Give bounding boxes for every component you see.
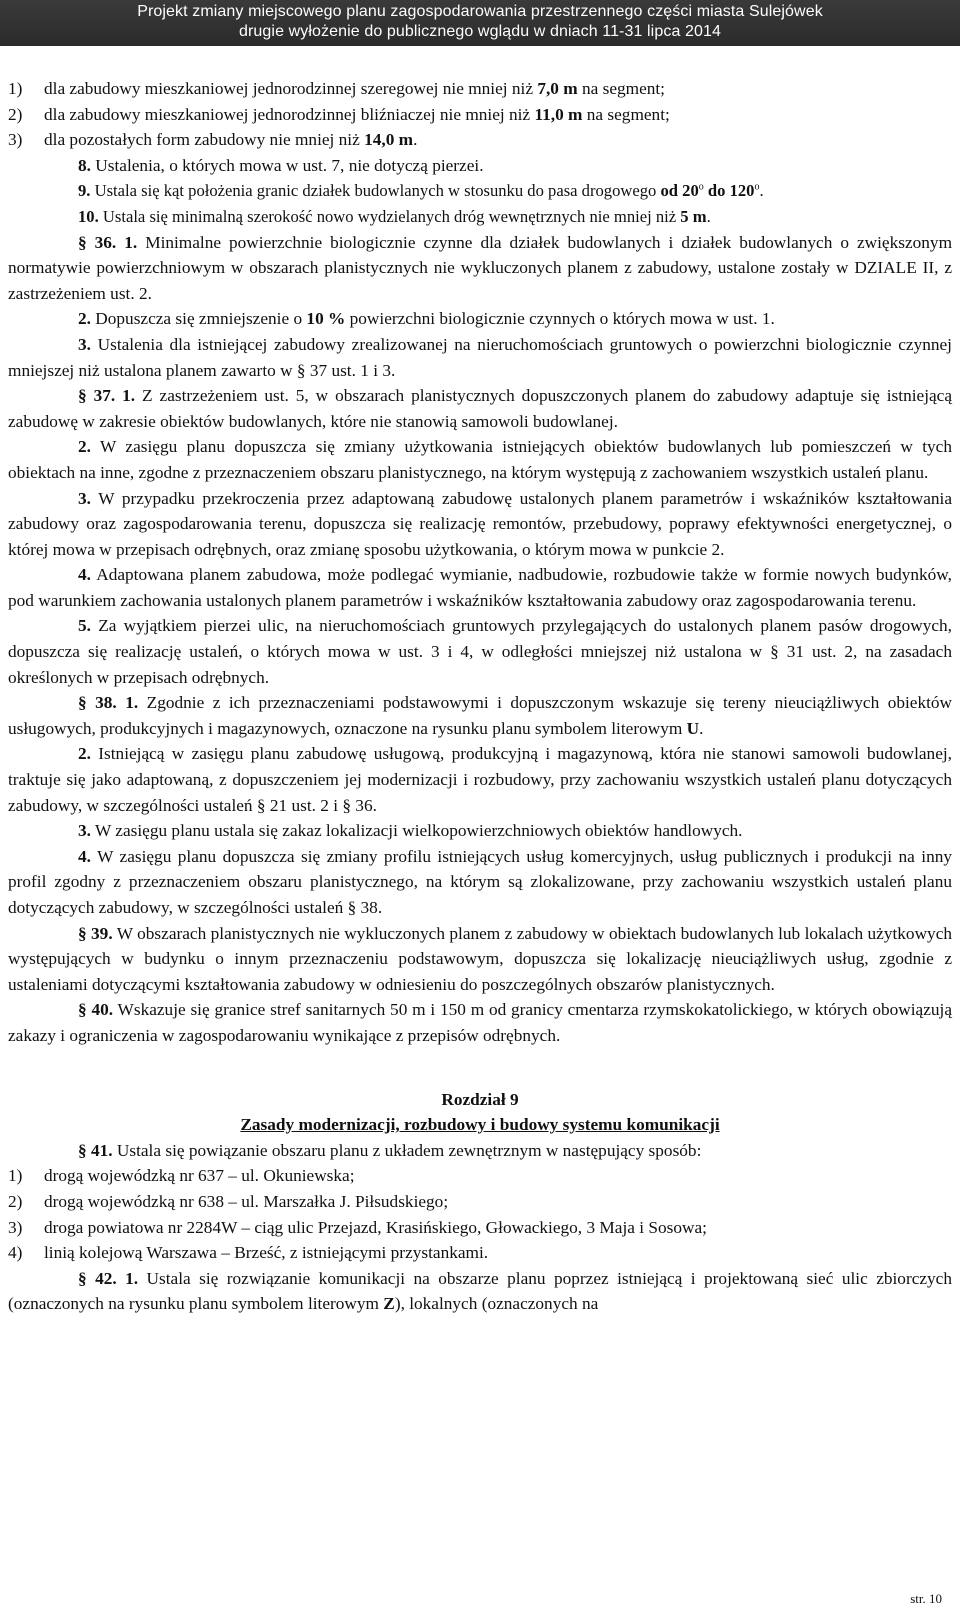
chapter-number: Rozdział 9 [441,1089,519,1109]
document-header [0,0,960,46]
section-number: § 36. 1. [78,232,138,252]
section-37-p2 [8,434,952,485]
section-42-p1 [8,1266,952,1317]
chapter-title: Zasady modernizacji, rozbudowy i budowy systemu komunikacji [240,1115,720,1135]
bold-value: 14,0 m [364,130,414,150]
text-span: dla zabudowy mieszkaniowej jednorodzinnej szeregowej nie mniej niż [44,79,538,98]
section-number: § 40. [78,1000,114,1020]
paragraph-number: 3. [78,488,91,508]
section-38-p4 [8,844,952,921]
list-text: droga powiatowa nr 2284W – ciąg ulic Przejazd, Krasińskiego, Głowackiego, 3 Maja i Sosowa; [44,1217,707,1237]
section-number: § 39. [78,923,113,943]
section-36-p1 [8,230,952,307]
section-37-p1 [8,383,952,434]
paragraph-text: W zasięgu planu ustala się zakaz lokalizacji wielkopowierzchniowych obiektów handlowych. [90,821,743,841]
paragraph-text: Dopuszcza się zmniejszenie o [90,309,307,329]
paragraph-number: 9. [78,181,91,201]
paragraph-number: 10. [78,206,99,226]
section-37-p3 [8,486,952,563]
section-37-p4 [8,562,952,613]
section-36-p3 [8,332,952,383]
paragraph-text: Z zastrzeżeniem ust. 5, w obszarach planistycznych dopuszczonych planem do zabudowy adaptuje się istniejącą zabudowę w zakresie obiektów budowlanych, które nie stanowią samowoli budowlanej. [8,386,953,431]
bold-value: 5 m [680,206,707,226]
section-40 [8,997,952,1048]
document-body [8,76,952,1317]
paragraph-number: 8. [78,155,91,175]
list-number: 3) [8,1217,23,1237]
paragraph-text: Ustala się kąt położenia granic działek budowlanych w stosunku do pasa drogowego [90,181,661,201]
paragraph-8 [8,153,952,179]
list-item [8,76,952,102]
spacer [8,1049,952,1087]
section-36-p2 [8,306,952,332]
paragraph-text: Ustalenia, o których mowa w ust. 7, nie dotyczą pierzei. [90,155,484,175]
section-38-p3 [8,818,952,844]
paragraph-text: W zasięgu planu dopuszcza się zmiany użytkowania istniejących obiektów budowlanych lub pomieszczeń w tych obiektach na inne, zgodne z przeznaczeniem obszaru planistycznego, na którym występują z zachowaniem wszystkich ustaleń planu. [8,437,952,482]
text-span: dla zabudowy mieszkaniowej jednorodzinnej bliźniaczej nie mniej niż [44,104,535,124]
list-item [8,1240,952,1266]
paragraph-text: Minimalne powierzchnie biologicznie czynne dla działek budowlanych i działek budowlanych o zwiększonym normatywie powierzchniowym w obszarach planistycznych nie wykluczonych planem z zabudowy, ustalone zostały w DZIALE II, z zastrzeżeniem ust. 2. [8,232,953,303]
list-text [44,102,952,128]
text-span: na segment; [582,104,670,124]
bold-value: 7,0 m [537,79,578,98]
paragraph-text: Wskazuje się granice stref sanitarnych 50 m i 150 m od granicy cmentarza rzymskokatolickiego, w których obowiązują zakazy i ograniczenia w zagospodarowaniu wynikające z przepisów odrębnych. [8,1000,953,1045]
paragraph-text: Zgodnie z ich przeznaczeniami podstawowymi i dopuszczonym wskazuje się tereny nieuciążliwych obiektów usługowych, produkcyjnych i magazynowych, oznaczone na rysunku planu symbolem literowym [8,693,953,738]
bold-value: do 120 [703,181,755,201]
paragraph-text: Za wyjątkiem pierzei ulic, na nieruchomościach gruntowych przylegających do ustalonych planem pasów drogowych, dopuszcza się realizację ustaleń, o których mowa w ust. 3 i 4, w odległości mniejszej niż ustalona w § 31 ust. 2, na zasadach określonych w przepisach odrębnych. [8,616,952,687]
paragraph-number: 4. [78,565,91,585]
bold-value: U [686,718,700,738]
paragraph-text: Ustala się powiązanie obszaru planu z układem zewnętrznym w następujący sposób: [112,1140,702,1160]
list-number: 3) [8,130,23,150]
bold-value: 11,0 m [534,104,583,124]
text-span: . [413,130,418,150]
paragraph-number: 4. [78,846,91,866]
paragraph-number: 2. [78,309,91,329]
section-38-p1 [8,690,952,741]
list-text [44,127,952,153]
superscript: o [754,181,760,193]
text-span: ), lokalnych (oznaczonych na [394,1294,599,1314]
paragraph-text: Ustala się rozwiązanie komunikacji na obszarze planu poprzez istniejącą i projektowaną sieć ulic zbiorczych (oznaczonych na rysunku planu symbolem literowym [8,1268,952,1314]
text-span: . [759,181,764,201]
list-item [8,1189,952,1215]
list-text: drogą wojewódzką nr 638 – ul. Marszałka J. Piłsudskiego; [44,1191,449,1211]
section-39 [8,921,952,998]
list-number: 1) [8,1166,23,1186]
section-number: § 41. [78,1140,113,1160]
bold-value: od 20 [660,181,699,201]
paragraph-text: W przypadku przekroczenia przez adaptowaną zabudowę ustalonych planem parametrów i wskaźników kształtowania zabudowy oraz zagospodarowania terenu, dopuszcza się realizację remontów, przebudowy, poprawy efektywności energetycznej, o której mowa w przepisach odrębnych, oraz zmianę sposobu użytkowania, o którym mowa w punkcie 2. [8,488,952,559]
paragraph-number: 2. [78,744,91,764]
section-number: § 38. 1. [78,693,139,713]
header-subtitle: drugie wyłożenie do publicznego wglądu w dniach 11-31 lipca 2014 [239,23,721,40]
bold-value: 10 % [306,309,346,329]
list-item [8,102,952,128]
section-number: § 37. 1. [78,386,136,406]
list-item [8,1215,952,1241]
list-text: drogą wojewódzką nr 637 – ul. Okuniewska; [44,1166,355,1186]
paragraph-9 [8,178,952,204]
section-37-p5 [8,613,952,690]
list-number: 1) [8,79,23,98]
paragraph-number: 2. [78,437,91,457]
list-item [8,1163,952,1189]
paragraph-text: Ustala się minimalną szerokość nowo wydzielanych dróg wewnętrznych nie mniej niż [98,206,681,226]
superscript: o [698,181,704,193]
page-number: str. 10 [910,1591,942,1606]
text-span: . [706,206,711,226]
list-item [8,127,952,153]
paragraph-text: W obszarach planistycznych nie wykluczonych planem z zabudowy w obiektach budowlanych lub lokalach użytkowych występujących w budynku o innym przeznaczeniu podstawowym, dopuszcza się lokalizację nieuciążliwych usług, zgodnie z ustaleniami dotyczącymi kształtowania zabudowy w odniesieniu do poszczególnych obszarów planistycznych. [8,923,953,994]
text-span: powierzchni biologicznie czynnych o których mowa w ust. 1. [345,309,775,329]
text-span: na segment; [577,79,665,98]
list-number: 2) [8,104,23,124]
text-span: . [699,718,704,738]
section-number: § 42. 1. [78,1268,139,1288]
paragraph-number: 3. [78,334,91,354]
bold-value: Z [383,1294,395,1314]
list-number: 4) [8,1243,23,1263]
paragraph-number: 5. [78,616,91,636]
paragraph-text: Adaptowana planem zabudowa, może podlegać wymianie, nadbudowie, rozbudowie także w formie nowych budynków, pod warunkiem zachowania ustalonych planem parametrów i wskaźników kształtowania zabudowy oraz zagospodarowania terenu. [8,565,952,610]
paragraph-10 [8,204,952,230]
section-38-p2 [8,741,952,818]
paragraph-text: Istniejącą w zasięgu planu zabudowę usługową, produkcyjną i magazynową, która nie stanowi samowoli budowlanej, traktuje się jako adaptowaną, z dopuszczeniem jej modernizacji i rozbudowy, przy zachowaniu wszystkich ustaleń planu dotyczących zabudowy, w szczególności ustaleń § 21 ust. 2 i § 36. [8,744,952,815]
paragraph-text: Ustalenia dla istniejącej zabudowy zrealizowanej na nieruchomościach gruntowych o powierzchni biologicznie czynnej mniejszej niż ustalona planem zawarto w § 37 ust. 1 i 3. [8,334,952,380]
text-span: dla pozostałych form zabudowy nie mniej niż [44,130,365,150]
list-text [44,76,952,102]
header-title: Projekt zmiany miejscowego planu zagospodarowania przestrzennego części miasta Sulejówek [137,3,823,20]
list-number: 2) [8,1191,23,1211]
list-text: linią kolejową Warszawa – Brześć, z istniejącymi przystankami. [44,1243,489,1263]
paragraph-number: 3. [78,821,91,841]
paragraph-text: W zasięgu planu dopuszcza się zmiany profilu istniejących usług komercyjnych, usług publicznych i produkcji na inny profil zgodny z przeznaczeniem obszaru planistycznego, na którym są zlokalizowane, przy zachowaniu wszystkich ustaleń planu dotyczących zabudowy, w szczególności ustaleń § 38. [8,846,952,917]
section-41 [8,1138,952,1164]
